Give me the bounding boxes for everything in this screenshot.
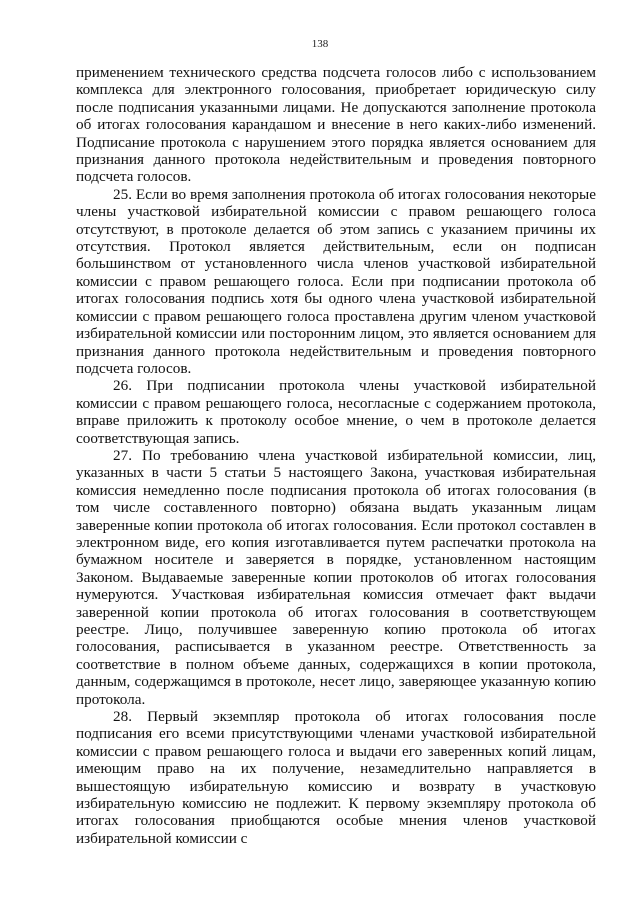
document-body <box>76 64 596 847</box>
paragraph-27: 27. По требованию члена участковой избирательной комиссии, лиц, указанных в части 5 статьи 5 настоящего Закона, участковая избирательная комиссия немедленно после подписания протокола об итогах голосования (в том числе составленного повторно) обязана выдать указанным лицам заверенные копии протокола об итогах голосования. Если протокол составлен в электронном виде, его копия изготавливается путем распечатки протокола на бумажном носителе и заверяется в порядке, установленном настоящим Законом. Выдаваемые заверенные копии протоколов об итогах голосования нумеруются. Участковая избирательная комиссия отмечает факт выдачи заверенной копии протокола об итогах голосования в соответствующем реестре. Лицо, получившее заверенную копию протокола об итогах голосования, расписывается в указанном реестре. Ответственность за соответствие в полном объеме данных, содержащихся в копии протокола, данным, содержащимся в протоколе, несет лицо, заверяющее указанную копию протокола. <box>76 446 596 708</box>
paragraph-continuation: применением технического средства подсчета голосов либо с использованием комплекса для электронного голосования, приобретает юридическую силу после подписания указанными лицами. Не допускаются заполнение протокола об итогах голосования карандашом и внесение в него каких-либо изменений. Подписание протокола с нарушением этого порядка является основанием для признания данного протокола недействительным и проведения повторного подсчета голосов. <box>76 64 596 186</box>
paragraph-26: 26. При подписании протокола члены участковой избирательной комиссии с правом решающего голоса, несогласные с содержанием протокола, вправе приложить к протоколу особое мнение, о чем в протоколе делается соответствующая запись. <box>76 377 596 447</box>
paragraph-25: 25. Если во время заполнения протокола об итогах голосования некоторые члены участковой избирательной комиссии с правом решающего голоса отсутствуют, в протоколе делается об этом запись с указанием причины их отсутствия. Протокол является действительным, если он подписан большинством от установленного числа членов участковой избирательной комиссии с правом решающего голоса. Если при подписании протокола об итогах голосования подпись хотя бы одного члена участковой избирательной комиссии с правом решающего голоса проставлена другим членом участковой избирательной комиссии или посторонним лицом, это является основанием для признания данного протокола недействительным и проведения повторного подсчета голосов. <box>76 185 596 377</box>
paragraph-28: 28. Первый экземпляр протокола об итогах голосования после подписания его всеми присутствующими членами участковой избирательной комиссии с правом решающего голоса и выдачи его заверенных копий лицам, имеющим право на их получение, незамедлительно направляется в вышестоящую избирательную комиссию и возврату в участковую избирательную комиссию не подлежит. К первому экземпляру протокола об итогах голосования приобщаются особые мнения членов участковой избирательной комиссии с <box>76 708 596 847</box>
page-number: 138 <box>311 38 329 50</box>
